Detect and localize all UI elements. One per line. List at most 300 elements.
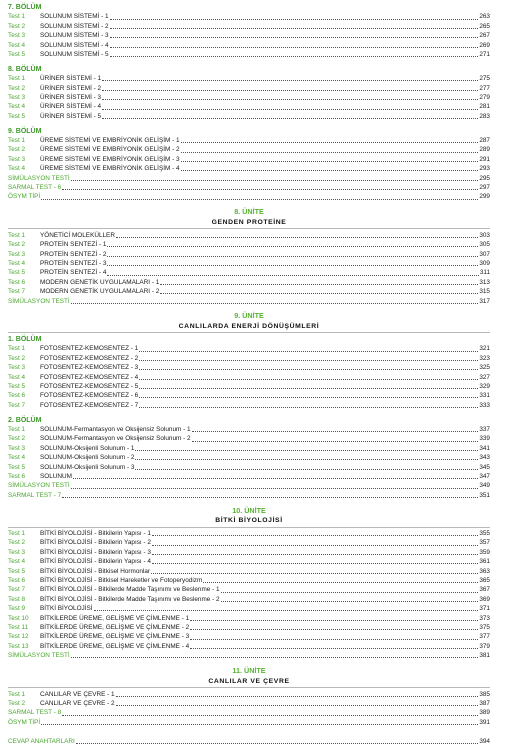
entry-title: CEVAP ANAHTARLARI — [8, 738, 75, 746]
dot-leader — [152, 563, 478, 564]
test-label: Test 5 — [8, 50, 26, 58]
dot-leader — [107, 265, 478, 266]
entry-title: SOLUNUM SİSTEMİ - 3 — [40, 32, 109, 40]
toc-entry — [8, 174, 490, 183]
toc-entry — [8, 642, 490, 651]
page-number: 363 — [479, 567, 490, 575]
toc-entry — [8, 363, 490, 372]
test-label: Test 3 — [8, 250, 26, 258]
dot-leader — [135, 459, 478, 460]
toc-entry — [8, 354, 490, 363]
unit-heading: 9. ÜNİTE — [234, 311, 264, 321]
answer-keys-group — [8, 737, 490, 746]
entry-title: FOTOSENTEZ-KEMOSENTEZ - 4 — [40, 373, 139, 381]
dot-leader — [62, 189, 478, 190]
section-heading: 9. BÖLÜM — [8, 127, 42, 135]
page-number: 299 — [479, 193, 490, 201]
test-label: Test 5 — [8, 269, 26, 277]
dot-leader — [102, 99, 478, 100]
toc-entry — [8, 444, 490, 453]
dot-leader — [71, 180, 479, 181]
entry-title: SARMAL TEST - 7 — [8, 491, 62, 499]
toc-entry — [8, 472, 490, 481]
toc-entry — [8, 164, 490, 173]
section-heading: 2. BÖLÜM — [8, 416, 42, 424]
unit-heading: 10. ÜNİTE — [232, 505, 266, 515]
test-label: Test 2 — [8, 146, 26, 154]
entry-title: ÜRİNER SİSTEMİ - 2 — [40, 84, 102, 92]
test-label: Test 1 — [8, 137, 26, 145]
toc-entry — [8, 699, 490, 708]
dot-leader — [102, 109, 478, 110]
toc-entry — [8, 481, 490, 490]
toc-entry — [8, 529, 490, 538]
unit-divider — [8, 687, 490, 688]
page-number: 313 — [479, 278, 490, 286]
toc-group — [8, 529, 490, 660]
toc-entry — [8, 557, 490, 566]
page-number: 361 — [479, 558, 490, 566]
test-label: Test 6 — [8, 392, 26, 400]
test-label: Test 2 — [8, 539, 26, 547]
page-number: 315 — [479, 288, 490, 296]
entry-title: BİTKİ BİYOLOJİSİ - Bitkilerde Madde Taşınımı ve Beslenme - 2 — [40, 595, 220, 603]
test-label: Test 3 — [8, 364, 26, 372]
toc-entry — [8, 250, 490, 259]
page-number: 365 — [479, 577, 490, 585]
toc-entry — [8, 41, 490, 50]
page-number: 331 — [479, 392, 490, 400]
unit-divider — [8, 527, 490, 528]
test-label: Test 4 — [8, 558, 26, 566]
page-number: 381 — [479, 652, 490, 660]
dot-leader — [135, 450, 478, 451]
toc-entry — [8, 136, 490, 145]
toc-entry — [8, 31, 490, 40]
dot-leader — [116, 237, 478, 238]
toc-entry — [8, 373, 490, 382]
test-label: Test 1 — [8, 345, 26, 353]
test-label: Test 6 — [8, 278, 26, 286]
dot-leader — [139, 351, 478, 352]
toc-entry — [8, 595, 490, 604]
page-number: 394 — [479, 738, 490, 746]
entry-title: SİMÜLASYON TESTİ — [8, 174, 70, 182]
toc-entry — [8, 604, 490, 613]
dot-leader — [190, 620, 478, 621]
dot-leader — [139, 379, 478, 380]
page-number: 325 — [479, 364, 490, 372]
entry-title: SİMÜLASYON TESTİ — [8, 297, 70, 305]
unit-divider — [8, 332, 490, 333]
entry-title: CANLILAR VE ÇEVRE - 2 — [40, 699, 115, 707]
entry-title: ÖSYM TİPİ — [8, 193, 41, 201]
entry-title: BİTKİLERDE ÜREME, GELİŞME VE ÇİMLENME - 2 — [40, 623, 190, 631]
unit-heading: 11. ÜNİTE — [232, 666, 266, 676]
toc-entry — [8, 287, 490, 296]
test-label: Test 4 — [8, 454, 26, 462]
entry-title: SOLUNUM SİSTEMİ - 4 — [40, 41, 109, 49]
dot-leader — [71, 657, 479, 658]
dot-leader — [181, 152, 479, 153]
page-number: 333 — [479, 401, 490, 409]
dot-leader — [116, 705, 479, 706]
test-label: Test 6 — [8, 472, 26, 480]
entry-title: BİTKİ BİYOLOJİSİ - Bitkilerde Madde Taşınımı ve Beslenme - 1 — [40, 586, 220, 594]
dot-leader — [102, 80, 478, 81]
page-number: 267 — [479, 32, 490, 40]
test-label: Test 4 — [8, 259, 26, 267]
toc-entry — [8, 259, 490, 268]
answer-keys-entry — [8, 737, 490, 746]
dot-leader — [94, 610, 479, 611]
entry-title: CANLILAR VE ÇEVRE - 1 — [40, 690, 115, 698]
page-number: 367 — [479, 586, 490, 594]
toc-entry — [8, 102, 490, 111]
test-label: Test 10 — [8, 614, 29, 622]
dot-leader — [181, 170, 479, 171]
unit-header — [8, 506, 490, 528]
toc-entry — [8, 22, 490, 31]
dot-leader — [135, 469, 478, 470]
test-label: Test 4 — [8, 373, 26, 381]
page-number: 389 — [479, 709, 490, 717]
test-label: Test 1 — [8, 75, 26, 83]
entry-title: SOLUNUM-Fermantasyon ve Oksijensiz Solunum - 2 — [40, 435, 191, 443]
unit-divider — [8, 228, 490, 229]
toc-entry — [8, 690, 490, 699]
entry-title: BİTKİ BİYOLOJİSİ - Bitkisel Hormonlar — [40, 567, 151, 575]
test-label: Test 1 — [8, 231, 26, 239]
entry-title: FOTOSENTEZ-KEMOSENTEZ - 7 — [40, 401, 139, 409]
dot-leader — [76, 743, 479, 744]
toc-entry — [8, 278, 490, 287]
test-label: Test 8 — [8, 595, 26, 603]
page-number: 359 — [479, 548, 490, 556]
test-label: Test 3 — [8, 548, 26, 556]
toc-entry — [8, 538, 490, 547]
page-number: 387 — [479, 699, 490, 707]
toc-entry — [8, 93, 490, 102]
entry-title: BİTKİ BİYOLOJİSİ - Bitkilerin Yapısı - 2 — [40, 539, 151, 547]
test-label: Test 9 — [8, 605, 26, 613]
unit-heading: 8. ÜNİTE — [234, 207, 264, 217]
dot-leader — [71, 303, 479, 304]
toc-entry — [8, 632, 490, 641]
entry-title: ÜRİNER SİSTEMİ - 4 — [40, 103, 102, 111]
dot-leader — [139, 407, 478, 408]
unit-header — [8, 666, 490, 688]
test-label: Test 2 — [8, 699, 26, 707]
dot-leader — [71, 488, 479, 489]
page-number: 323 — [479, 354, 490, 362]
entry-title: FOTOSENTEZ-KEMOSENTEZ - 6 — [40, 392, 139, 400]
dot-leader — [41, 724, 478, 725]
dot-leader — [107, 246, 478, 247]
page-number: 277 — [479, 84, 490, 92]
dot-leader — [192, 431, 479, 432]
toc-entry — [8, 268, 490, 277]
toc-entry — [8, 576, 490, 585]
dot-leader — [139, 388, 478, 389]
dot-leader — [110, 56, 479, 57]
dot-leader — [110, 47, 479, 48]
dot-leader — [181, 142, 479, 143]
toc-entry — [8, 718, 490, 727]
test-label: Test 4 — [8, 103, 26, 111]
dot-leader — [160, 284, 478, 285]
section-heading: 1. BÖLÜM — [8, 335, 42, 343]
test-label: Test 3 — [8, 444, 26, 452]
page-number: 271 — [479, 50, 490, 58]
page-number: 347 — [479, 472, 490, 480]
page-number: 343 — [479, 454, 490, 462]
entry-title: SOLUNUM-Oksijenli Solunum - 1 — [40, 444, 135, 452]
page-number: 291 — [479, 155, 490, 163]
dot-leader — [221, 601, 479, 602]
page-number: 279 — [479, 94, 490, 102]
toc-group — [8, 690, 490, 728]
entry-title: PROTEİN SENTEZİ - 1 — [40, 241, 107, 249]
page-number: 345 — [479, 463, 490, 471]
entry-title: BİTKİLERDE ÜREME, GELİŞME VE ÇİMLENME - 4 — [40, 642, 190, 650]
entry-title: ÜREME SİSTEMİ VE EMBRİYONİK GELİŞİM - 4 — [40, 165, 180, 173]
page-number: 371 — [479, 605, 490, 613]
dot-leader — [203, 582, 478, 583]
toc-entry — [8, 382, 490, 391]
dot-leader — [152, 535, 478, 536]
page-number: 265 — [479, 22, 490, 30]
entry-title: SOLUNUM SİSTEMİ - 1 — [40, 13, 109, 21]
toc-group — [8, 416, 490, 501]
entry-title: SOLUNUM-Fermantasyon ve Oksijensiz Solunum - 1 — [40, 425, 191, 433]
toc-entry — [8, 231, 490, 240]
page-number: 303 — [479, 231, 490, 239]
entry-title: BİTKİ BİYOLOJİSİ - Bitkilerin Yapısı - 1 — [40, 530, 151, 538]
page-number: 379 — [479, 642, 490, 650]
entry-title: PROTEİN SENTEZİ - 2 — [40, 250, 107, 258]
section-heading: 8. BÖLÜM — [8, 65, 42, 73]
toc-entry — [8, 463, 490, 472]
entry-title: MODERN GENETİK UYGULAMALARI - 1 — [40, 278, 160, 286]
entry-title: ÜRİNER SİSTEMİ - 1 — [40, 75, 102, 83]
toc-entry — [8, 651, 490, 660]
entry-title: BİTKİ BİYOLOJİSİ - Bitkilerin Yapısı - 3 — [40, 548, 151, 556]
dot-leader — [107, 256, 478, 257]
dot-leader — [139, 360, 478, 361]
toc-entry — [8, 155, 490, 164]
page-number: 339 — [479, 435, 490, 443]
test-label: Test 4 — [8, 165, 26, 173]
test-label: Test 7 — [8, 288, 26, 296]
test-label: Test 3 — [8, 32, 26, 40]
page-number: 293 — [479, 165, 490, 173]
test-label: Test 1 — [8, 425, 26, 433]
dot-leader — [110, 28, 479, 29]
toc-entry — [8, 548, 490, 557]
page-number: 341 — [479, 444, 490, 452]
dot-leader — [110, 19, 479, 20]
unit-header — [8, 311, 490, 333]
page-number: 287 — [479, 137, 490, 145]
unit-subtitle: CANLILARDA ENERJİ DÖNÜŞÜMLERİ — [178, 322, 320, 330]
toc-entry — [8, 453, 490, 462]
page-number: 321 — [479, 345, 490, 353]
entry-title: SARMAL TEST - 8 — [8, 709, 62, 717]
toc-entry — [8, 74, 490, 83]
toc-entry — [8, 12, 490, 21]
page-number: 349 — [479, 482, 490, 490]
dot-leader — [116, 696, 479, 697]
entry-title: PROTEİN SENTEZİ - 4 — [40, 269, 107, 277]
dot-leader — [110, 37, 479, 38]
entry-title: FOTOSENTEZ-KEMOSENTEZ - 1 — [40, 345, 139, 353]
toc-entry — [8, 401, 490, 410]
page-number: 317 — [479, 297, 490, 305]
page-number: 351 — [479, 491, 490, 499]
page-number: 391 — [479, 718, 490, 726]
test-label: Test 2 — [8, 84, 26, 92]
entry-title: BİTKİLERDE ÜREME, GELİŞME VE ÇİMLENME - 1 — [40, 614, 190, 622]
page-number: 311 — [479, 269, 490, 277]
test-label: Test 5 — [8, 567, 26, 575]
toc-entry — [8, 391, 490, 400]
toc-entry — [8, 585, 490, 594]
entry-title: BİTKİLERDE ÜREME, GELİŞME VE ÇİMLENME - 3 — [40, 633, 190, 641]
page-number: 297 — [479, 184, 490, 192]
toc-entry — [8, 491, 490, 500]
dot-leader — [192, 441, 479, 442]
test-label: Test 7 — [8, 401, 26, 409]
page-number: 369 — [479, 595, 490, 603]
table-of-contents — [8, 3, 490, 747]
toc-entry — [8, 344, 490, 353]
toc-group — [8, 127, 490, 202]
toc-entry — [8, 425, 490, 434]
entry-title: SİMÜLASYON TESTİ — [8, 652, 70, 660]
entry-title: FOTOSENTEZ-KEMOSENTEZ - 5 — [40, 382, 139, 390]
toc-entry — [8, 708, 490, 717]
page-number: 329 — [479, 382, 490, 390]
entry-title: BİTKİ BİYOLOJİSİ — [40, 605, 93, 613]
toc-entry — [8, 240, 490, 249]
test-label: Test 1 — [8, 690, 26, 698]
test-label: Test 12 — [8, 633, 29, 641]
toc-entry — [8, 112, 490, 121]
dot-leader — [41, 199, 478, 200]
page-number: 337 — [479, 425, 490, 433]
test-label: Test 7 — [8, 586, 26, 594]
toc-entry — [8, 50, 490, 59]
entry-title: MODERN GENETİK UYGULAMALARI - 2 — [40, 288, 160, 296]
page-number: 263 — [479, 13, 490, 21]
entry-title: ÖSYM TİPİ — [8, 718, 41, 726]
test-label: Test 6 — [8, 577, 26, 585]
test-label: Test 4 — [8, 41, 26, 49]
entry-title: PROTEİN SENTEZİ - 3 — [40, 259, 107, 267]
entry-title: BİTKİ BİYOLOJİSİ - Bitkisel Hareketler ve Fotoperyodizm — [40, 577, 203, 585]
entry-title: FOTOSENTEZ-KEMOSENTEZ - 3 — [40, 364, 139, 372]
entry-title: SARMAL TEST - 6 — [8, 184, 62, 192]
test-label: Test 2 — [8, 22, 26, 30]
page-number: 305 — [479, 241, 490, 249]
entry-title: ÜREME SİSTEMİ VE EMBRİYONİK GELİŞİM - 2 — [40, 146, 180, 154]
dot-leader — [190, 629, 478, 630]
toc-group — [8, 65, 490, 121]
page-number: 295 — [479, 174, 490, 182]
page-number: 355 — [479, 530, 490, 538]
test-label: Test 11 — [8, 623, 29, 631]
page-number: 377 — [479, 633, 490, 641]
test-label: Test 5 — [8, 382, 26, 390]
toc-group — [8, 231, 490, 306]
dot-leader — [152, 554, 478, 555]
toc-entry — [8, 192, 490, 201]
test-label: Test 2 — [8, 354, 26, 362]
dot-leader — [221, 592, 479, 593]
dot-leader — [181, 161, 479, 162]
unit-subtitle: GENDEN PROTEİNE — [211, 218, 287, 226]
dot-leader — [73, 478, 478, 479]
page-number: 283 — [479, 112, 490, 120]
section-heading: 7. BÖLÜM — [8, 4, 42, 11]
dot-leader — [62, 715, 478, 716]
toc-entry — [8, 623, 490, 632]
dot-leader — [102, 90, 478, 91]
test-label: Test 3 — [8, 94, 26, 102]
toc-entry — [8, 567, 490, 576]
entry-title: ÜREME SİSTEMİ VE EMBRİYONİK GELİŞİM - 1 — [40, 137, 180, 145]
dot-leader — [102, 118, 478, 119]
dot-leader — [139, 397, 478, 398]
dot-leader — [151, 573, 478, 574]
page-number: 385 — [479, 690, 490, 698]
toc-entry — [8, 434, 490, 443]
page-number: 309 — [479, 259, 490, 267]
toc-entry — [8, 84, 490, 93]
page-number: 289 — [479, 146, 490, 154]
dot-leader — [62, 497, 478, 498]
dot-leader — [160, 293, 478, 294]
entry-title: SİMÜLASYON TESTİ — [8, 482, 70, 490]
page-number: 357 — [479, 539, 490, 547]
test-label: Test 5 — [8, 463, 26, 471]
unit-subtitle: BİTKİ BİYOLOJİSİ — [215, 517, 283, 525]
entry-title: SOLUNUM — [40, 472, 72, 480]
test-label: Test 1 — [8, 13, 26, 21]
entry-title: ÜRİNER SİSTEMİ - 3 — [40, 94, 102, 102]
entry-title: SOLUNUM SİSTEMİ - 5 — [40, 50, 109, 58]
test-label: Test 2 — [8, 435, 26, 443]
toc-group — [8, 3, 490, 59]
dot-leader — [152, 545, 478, 546]
test-label: Test 13 — [8, 642, 29, 650]
unit-header — [8, 207, 490, 229]
test-label: Test 2 — [8, 241, 26, 249]
entry-title: ÜRİNER SİSTEMİ - 5 — [40, 112, 102, 120]
test-label: Test 3 — [8, 155, 26, 163]
page-number: 269 — [479, 41, 490, 49]
dot-leader — [190, 648, 478, 649]
page-number: 375 — [479, 623, 490, 631]
entry-title: BİTKİ BİYOLOJİSİ - Bitkilerin Yapısı - 4 — [40, 558, 151, 566]
entry-title: YÖNETİCİ MOLEKÜLLER — [40, 231, 115, 239]
unit-subtitle: CANLILAR VE ÇEVRE — [208, 677, 290, 685]
entry-title: SOLUNUM-Oksijenli Solunum - 2 — [40, 454, 135, 462]
toc-group — [8, 335, 490, 410]
entry-title: SOLUNUM-Oksijenli Solunum - 3 — [40, 463, 135, 471]
entry-title: FOTOSENTEZ-KEMOSENTEZ - 2 — [40, 354, 139, 362]
